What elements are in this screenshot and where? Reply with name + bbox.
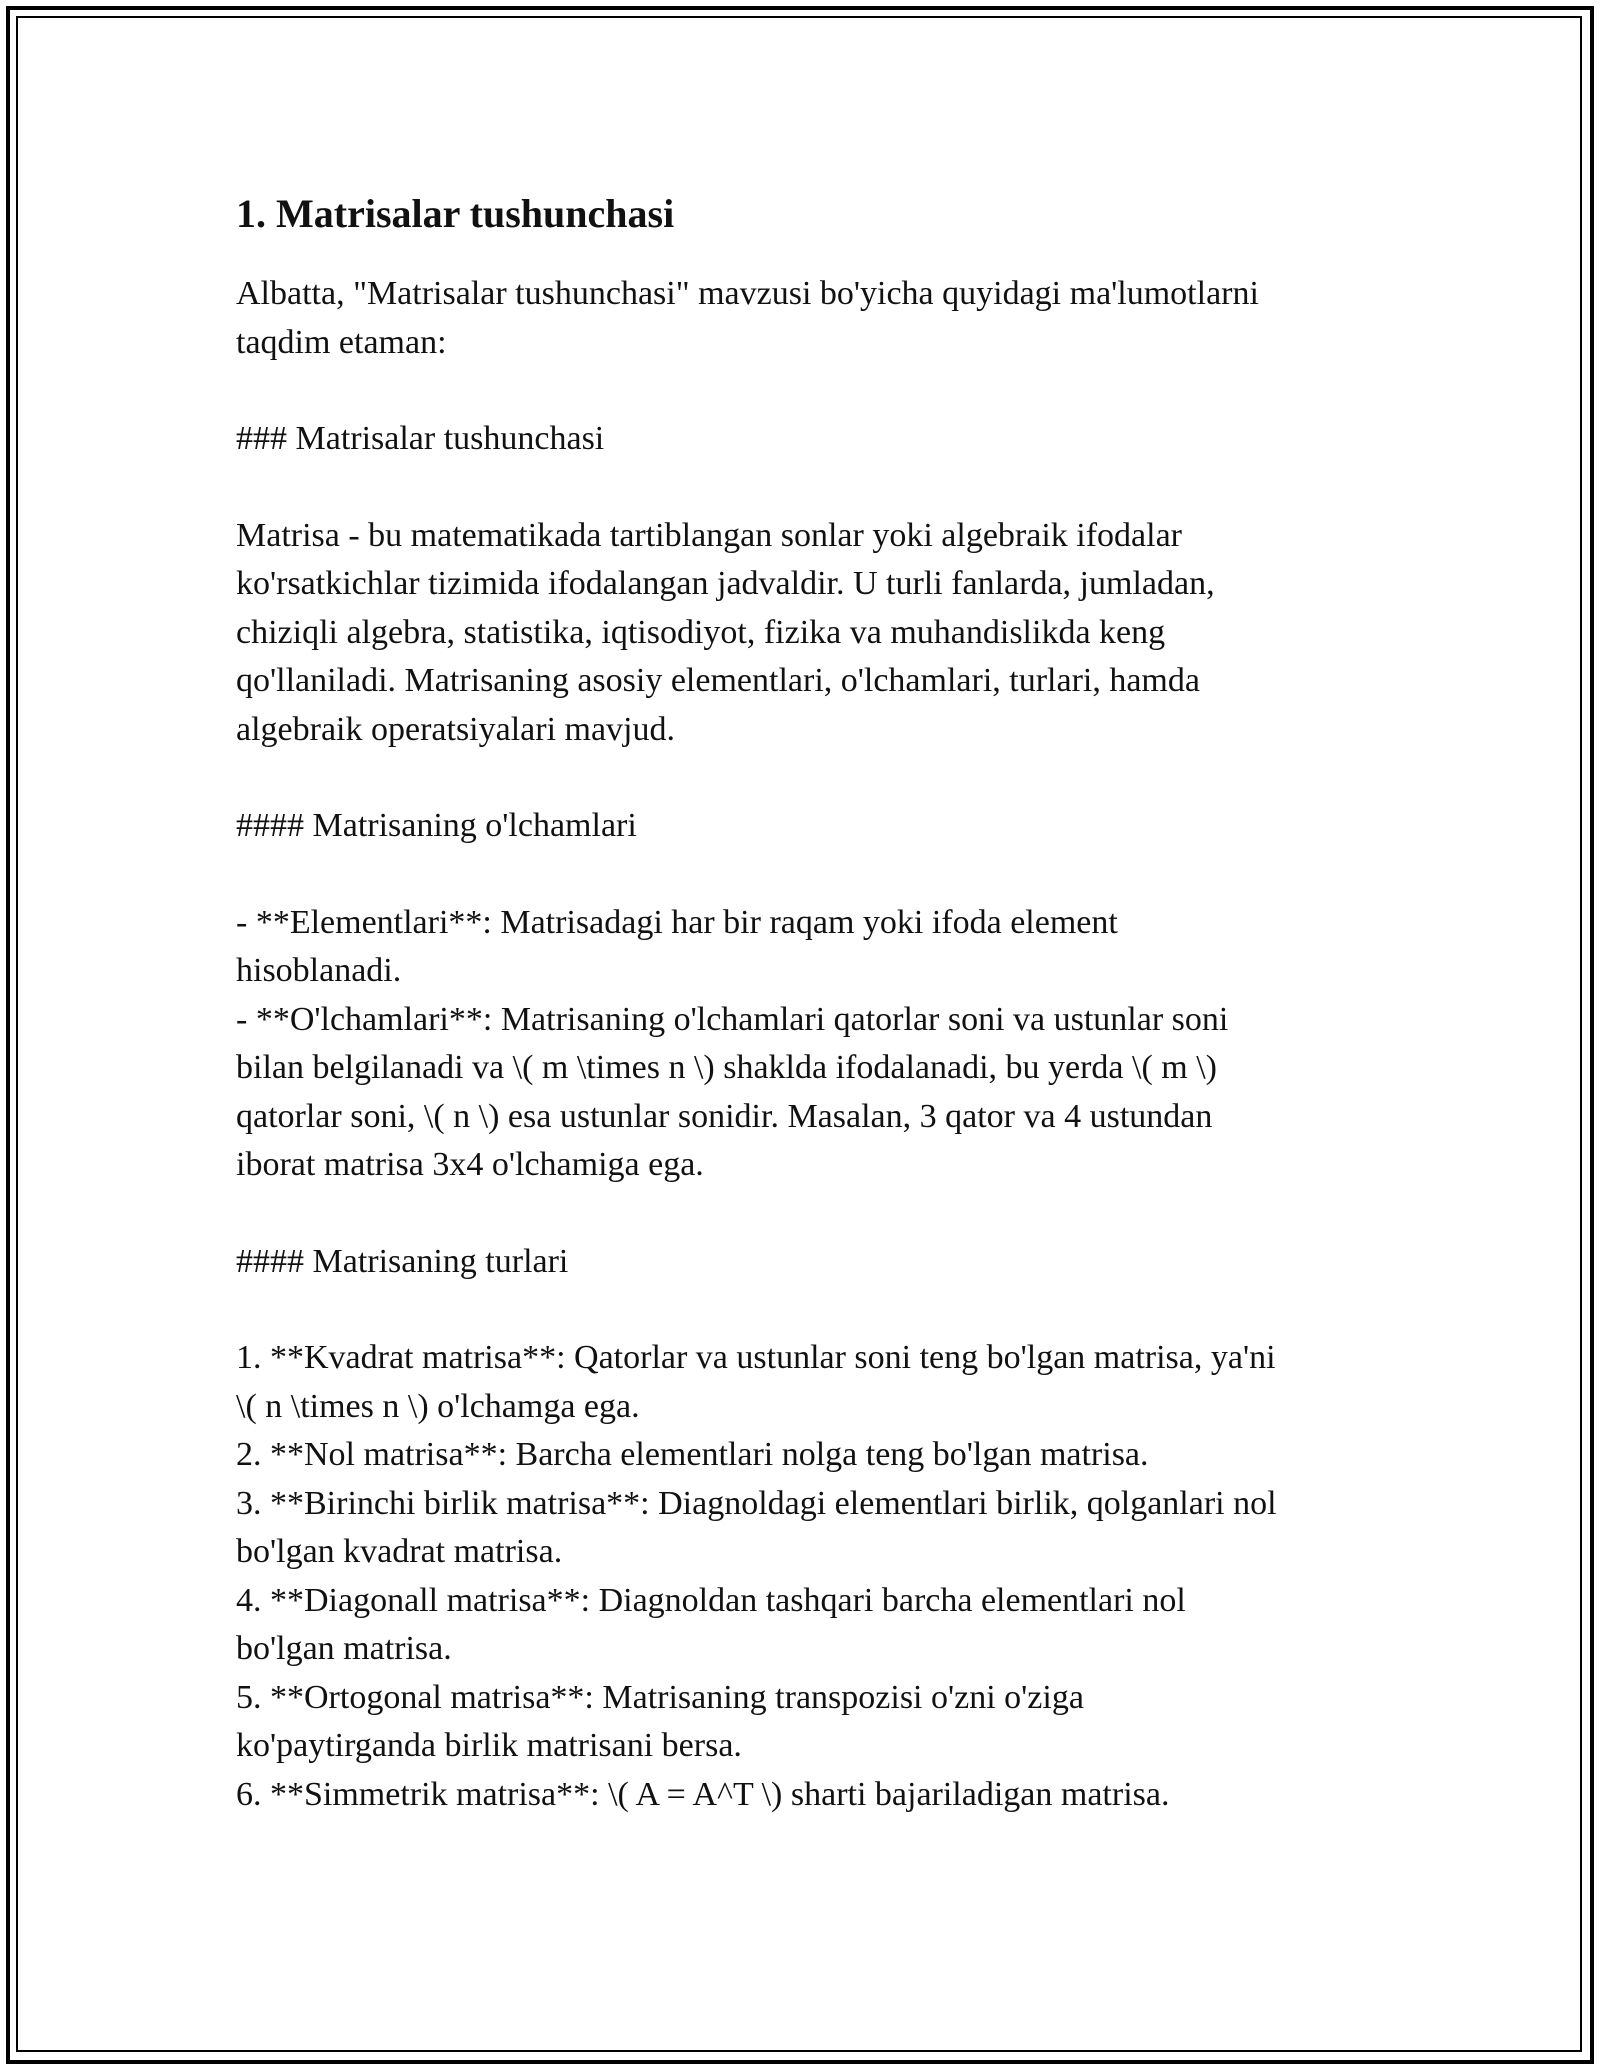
dimensions-list: - **Elementlari**: Matrisadagi har bir raqam yoki ifoda element hisoblanadi. - **O'lchamlari**: Matrisaning o'lchamlari qatorlar soni va ustunlar soni bilan belgilanadi va \( m \times n \) shaklda ifodalanadi, bu yerda \( m \) qatorlar soni, \( n \) esa ustunlar sonidir. Masalan, 3 qator va 4 ustundan iborat matrisa 3x4 o'lchamiga ega. <box>236 903 1229 1183</box>
types-list: 1. **Kvadrat matrisa**: Qatorlar va ustunlar soni teng bo'lgan matrisa, ya'ni \( n \times n \) o'lchamga ega. 2. **Nol matrisa**: Barcha elementlari nolga teng bo'lgan matrisa. 3. **Birinchi birlik matrisa**: Diagnoldagi elementlari birlik, qolganlari nol bo'lgan kvadrat matrisa. 4. **Diagonall matrisa**: Diagnoldan tashqari barcha elementlari nol bo'lgan matrisa. 5. **Ortogonal matrisa**: Matrisaning transpozisi o'zni o'ziga ko'paytirganda birlik matrisani bersa. 6. **Simmetrik matrisa**: \( A = A^T \) sharti bajariladigan matrisa. <box>236 1339 1277 1813</box>
section-heading-types: #### Matrisaning turlari <box>236 1242 569 1280</box>
intro-paragraph: Albatta, "Matrisalar tushunchasi" mavzusi bo'yicha quyidagi ma'lumotlarni taqdim etaman: <box>236 275 1259 361</box>
document-body <box>236 184 1366 1819</box>
section-heading-dimensions: #### Matrisaning o'lchamlari <box>236 807 637 844</box>
section-heading-main: ### Matrisalar tushunchasi <box>236 420 605 457</box>
document-title: 1. Matrisalar tushunchasi <box>236 191 675 236</box>
definition-paragraph: Matrisa - bu matematikada tartiblangan sonlar yoki algebraik ifodalar ko'rsatkichlar tizimida ifodalangan jadvaldir. U turli fanlarda, jumladan, chiziqli algebra, statistika, iqtisodiyot, fizika va muhandislikda keng qo'llaniladi. Matrisaning asosiy elementlari, o'lchamlari, turlari, hamda algebraik operatsiyalari mavjud. <box>236 516 1215 748</box>
